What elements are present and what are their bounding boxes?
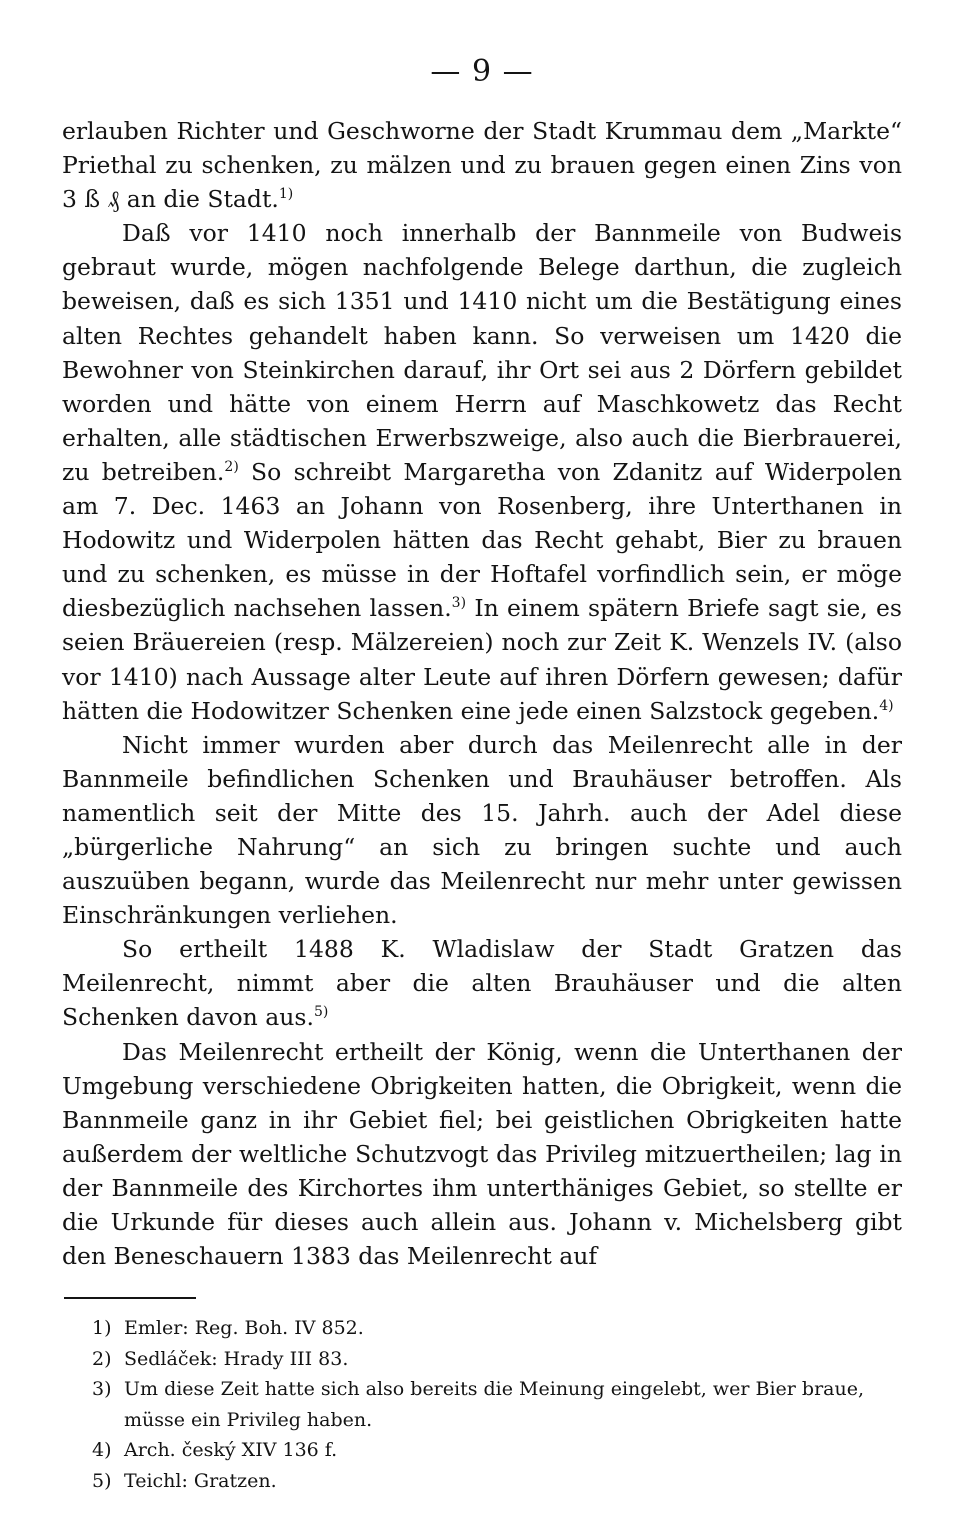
footnote [62, 1435, 902, 1466]
footnote-number: 1) [92, 1317, 112, 1340]
paragraph-text: erlauben Richter und Geschworne der Stadt Krummau dem „Markte“ Priethal zu schenken, zu mälzen und zu brauen gegen einen Zins von 3 ß ₰ an die Stadt. [62, 117, 902, 214]
paragraph [62, 216, 902, 727]
paragraph-text: Das Meilenrecht ertheilt der König, wenn die Unterthanen der Umgebung verschiedene Obrigkeiten hatten, die Obrigkeit, wenn die Bannmeile ganz in ihr Gebiet fiel; bei geistlichen Obrigkeiten hatte außerdem der weltliche Schutzvogt das Privileg mitzuertheilen; lag in der Bannmeile des Kirchortes ihm unterthäniges Gebiet, so stellte er die Urkunde für dieses auch allein aus. Johann v. Michelsberg gibt den Beneschauern 1383 das Meilenrecht auf [62, 1037, 902, 1271]
footnote-divider [64, 1297, 196, 1299]
footnote [62, 1466, 902, 1497]
footnote-number: 5) [92, 1469, 112, 1492]
footnote-text: Emler: Reg. Boh. IV 852. [124, 1317, 364, 1340]
page-number: — 9 — [430, 54, 534, 89]
footnotes [62, 1313, 902, 1496]
paragraph [62, 1035, 902, 1274]
paragraph-text: In einem spätern Briefe sagt sie, es seien Bräuereien (resp. Mälzereien) noch zur Zeit K. Wenzels IV. (also vor 1410) nach Aussage alter Leute auf ihren Dörfern gewesen; dafür hätten die Hodowitzer Schenken eine jede einen Salzstock gegeben. [62, 594, 902, 725]
body-text [62, 114, 902, 1273]
footnote-reference: 1) [278, 186, 294, 203]
footnote [62, 1313, 902, 1344]
footnote-number: 4) [92, 1439, 112, 1462]
footnote-text: Sedláček: Hrady III 83. [124, 1347, 349, 1370]
footnote-text: Teichl: Gratzen. [124, 1469, 277, 1492]
footnote-text: Arch. český XIV 136 f. [124, 1439, 338, 1462]
paragraph-text: Daß vor 1410 noch innerhalb der Bannmeile von Budweis gebraut wurde, mögen nachfolgende Belege darthun, die zugleich beweisen, daß es sich 1351 und 1410 nicht um die Bestätigung eines alten Rechtes gehandelt haben kann. So verweisen um 1420 die Bewohner von Steinkirchen darauf, ihr Ort sei aus 2 Dörfern gebildet worden und hätte von einem Herrn auf Maschkowetz das Recht erhalten, alle städtischen Erwerbszweige, also auch die Bierbrauerei, zu betreiben. [62, 219, 902, 486]
paragraph [62, 932, 902, 1034]
footnote-reference: 4) [879, 697, 894, 714]
paragraph-text: Nicht immer wurden aber durch das Meilenrecht alle in der Bannmeile befindlichen Schenken und Brauhäuser betroffen. Als namentlich seit der Mitte des 15. Jahrh. auch der Adel diese „bürgerliche Nahrung“ an sich zu bringen suchte und auch auszuüben begann, wurde das Meilenrecht nur mehr unter gewissen Einschränkungen verliehen. [62, 730, 902, 930]
paragraph [62, 728, 902, 933]
footnote-number: 3) [92, 1378, 112, 1401]
footnote-reference: 3) [451, 595, 467, 612]
footnote [62, 1374, 902, 1435]
paragraph [62, 114, 902, 216]
footnote-reference: 2) [224, 459, 239, 476]
footnote [62, 1344, 902, 1375]
footnote-number: 2) [92, 1347, 112, 1370]
paragraph-text: So schreibt Margaretha von Zdanitz auf Widerpolen am 7. Dec. 1463 an Johann von Rosenberg, ihre Unterthanen in Hodowitz und Widerpolen hätten das Recht gehabt, Bier zu brauen und zu schenken, es müsse in der Hoftafel vorfindlich sein, er möge diesbezüglich nachsehen lassen. [62, 457, 903, 623]
footnote-text: Um diese Zeit hatte sich also bereits die Meinung eingelebt, wer Bier braue, müsse ein Privileg haben. [124, 1378, 865, 1431]
paragraph-text: So ertheilt 1488 K. Wladislaw der Stadt Gratzen das Meilenrecht, nimmt aber die alten Brauhäuser und die alten Schenken davon aus. [62, 935, 902, 1032]
footnote-reference: 5) [313, 1004, 329, 1021]
